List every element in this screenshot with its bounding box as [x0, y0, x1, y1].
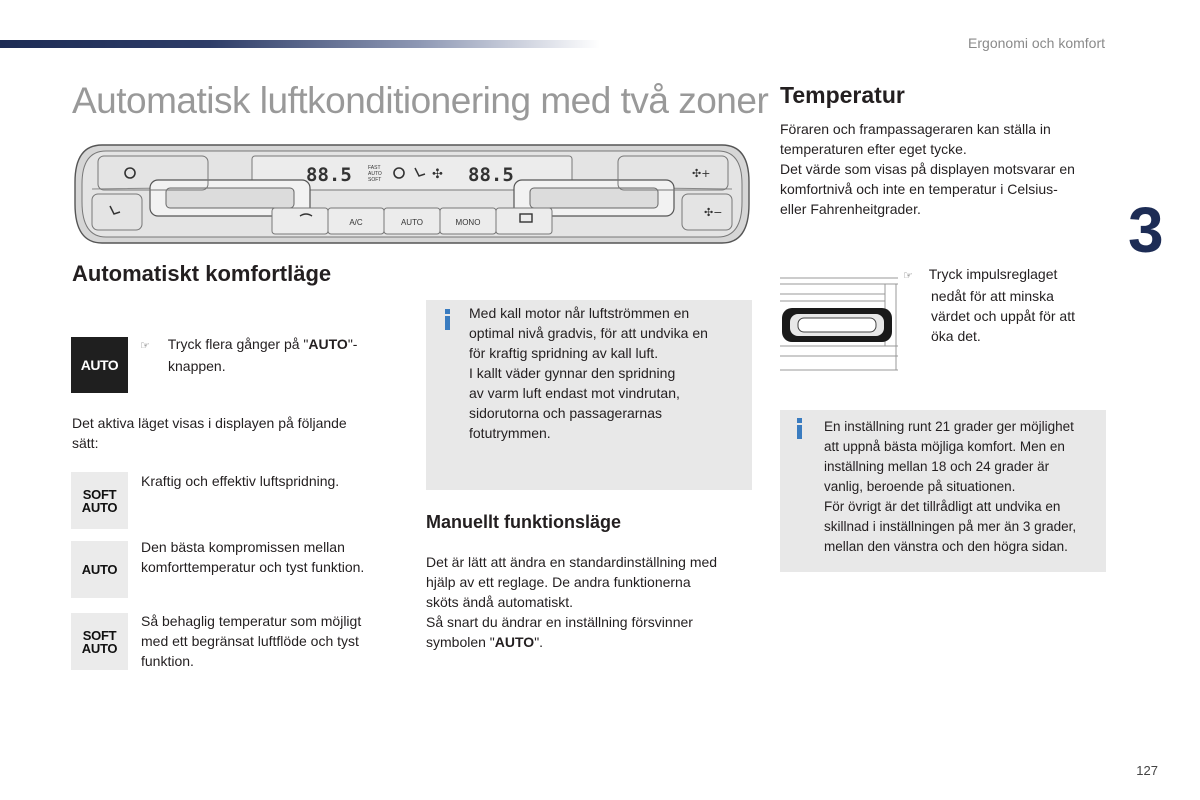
- mode-description: Den bästa kompromissen mellan komforttemperatur och tyst funktion.: [141, 539, 365, 575]
- info-icon: [797, 425, 802, 439]
- info-box-cold-engine: Med kall motor når luftströmmen en optimal nivå gradvis, för att undvika en för kraftig spridning av kall luft. I kallt väder gynnar den spridning av varm luft endast mot vindrutan, sidorutorna och passagerarnas fotutrymmen.: [426, 300, 752, 490]
- manual-mode-heading: Manuellt funktionsläge: [426, 512, 622, 532]
- page-title: Automatisk luftkonditionering med två zoner: [72, 80, 769, 121]
- svg-text:✣−: ✣−: [704, 206, 723, 219]
- temperature-instruction: ☞ Tryck impulsreglaget nedåt för att minska värdet och uppåt för att öka det.: [903, 266, 1075, 344]
- auto-tile: AUTO: [71, 541, 128, 598]
- page-number: 127: [1136, 763, 1158, 778]
- bullet-icon: ☞: [140, 340, 150, 352]
- mode-description: Så behaglig temperatur som möjligt med ett begränsat luftflöde och tyst funktion.: [141, 613, 362, 669]
- info-icon: [445, 316, 450, 330]
- auto-button-tile: AUTO: [71, 337, 128, 393]
- svg-text:✣+: ✣+: [692, 167, 711, 180]
- header-color-bar: [0, 40, 600, 48]
- chapter-number: 3: [1128, 194, 1164, 266]
- info-box-temperature: En inställning runt 21 grader ger möjlighet att uppnå bästa möjliga komfort. Men en inställning mellan 18 och 24 grader är vanlig, beroende på situationen. För övrigt är det tillrådligt att undvika en skillnad i inställningen på mer än 3 grader, mellan den vänstra och den högra sidan.: [780, 410, 1106, 572]
- display-intro: Det aktiva läget visas i displayen på följande sätt:: [72, 415, 347, 451]
- ac-button: A/C: [349, 218, 363, 227]
- temperature-text: Föraren och frampassageraren kan ställa in temperaturen efter eget tycke. Det värde som visas på displayen motsvarar en komfortnivå och inte en temperatur i Celsius- eller Fahrenheitgrader.: [780, 121, 1075, 217]
- comfort-heading: Automatiskt komfortläge: [72, 261, 332, 286]
- soft-auto-tile: SOFT AUTO: [71, 613, 128, 670]
- right-temp-readout: 88.5: [468, 164, 514, 186]
- mono-button: MONO: [455, 218, 481, 227]
- section-label: Ergonomi och komfort: [968, 35, 1105, 51]
- svg-text:SOFT: SOFT: [368, 177, 382, 183]
- soft-auto-tile: SOFT AUTO: [71, 472, 128, 529]
- auto-button: AUTO: [400, 218, 424, 227]
- temperature-heading: Temperatur: [780, 82, 905, 108]
- temperature-knob-illustration: [780, 276, 898, 372]
- left-temp-readout: 88.5: [306, 164, 352, 186]
- bullet-icon: ☞: [903, 270, 913, 282]
- auto-press-instruction: ☞ Tryck flera gånger på "AUTO"- knappen.: [140, 336, 358, 374]
- mode-description: Kraftig och effektiv luftspridning.: [141, 473, 340, 489]
- svg-text:FAST: FAST: [368, 165, 381, 171]
- manual-mode-text: Det är lätt att ändra en standardinställning med hjälp av ett reglage. De andra funktionerna sköts ändå automatiskt. Så snart du ändrar en inställning försvinner symbolen "AUTO".: [426, 554, 718, 650]
- svg-text:AUTO: AUTO: [368, 171, 382, 177]
- climate-control-panel-illustration: [72, 142, 752, 246]
- svg-text:✣: ✣: [432, 167, 443, 182]
